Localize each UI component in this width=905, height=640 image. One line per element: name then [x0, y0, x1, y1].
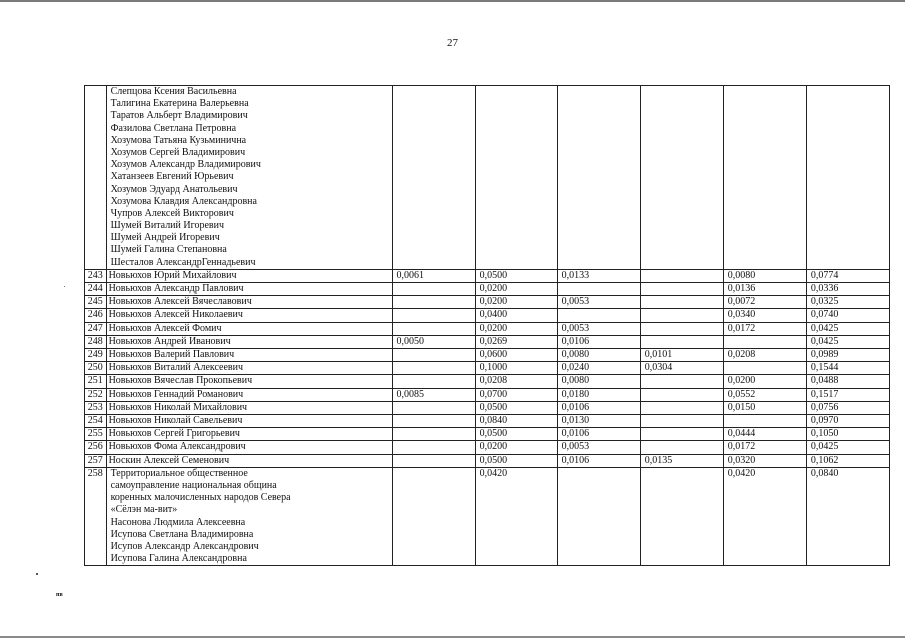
value-cell: 0,0425 [806, 322, 889, 335]
value-cell: 0,0136 [723, 283, 806, 296]
value-cell: 0,0053 [557, 322, 640, 335]
value-cell: 0,0840 [806, 467, 889, 566]
person-name: Хозумов Эдуард Анатольевич [110, 183, 238, 195]
value-cell [640, 335, 723, 348]
name-cell: Новьюхов Алексей Николаевич [106, 309, 392, 322]
value-cell: 0,0080 [723, 269, 806, 282]
value-cell [557, 86, 640, 270]
person-name: Шесталов АлександрГеннадьевич [110, 256, 256, 268]
value-cell [640, 269, 723, 282]
value-cell [557, 283, 640, 296]
row-number-cell: 246 [85, 309, 107, 322]
table-row [85, 428, 890, 441]
person-name: Шумей Галина Степановна [110, 244, 227, 256]
value-cell: 0,0080 [557, 375, 640, 388]
value-cell [475, 86, 557, 270]
value-cell: 0,1062 [806, 454, 889, 467]
value-cell: 0,0172 [723, 322, 806, 335]
table-row [85, 269, 890, 282]
row-number-cell: 256 [85, 441, 107, 454]
value-cell [723, 335, 806, 348]
value-cell: 0,0150 [723, 401, 806, 414]
value-cell: 0,0552 [723, 388, 806, 401]
value-cell [392, 415, 475, 428]
person-name: Фазилова Светлана Петровна [110, 122, 237, 134]
value-cell: 0,1000 [475, 362, 557, 375]
name-cell: Новьюхов Фома Александрович [106, 441, 392, 454]
table-row [85, 322, 890, 335]
corner-mark: пв [56, 592, 63, 598]
person-name: Шумей Андрей Игоревич [110, 232, 220, 244]
name-cell: Новьюхов Сергей Григорьевич [106, 428, 392, 441]
table-row [85, 454, 890, 467]
value-cell [723, 362, 806, 375]
organization-line: Территориальное общественное [110, 467, 248, 479]
row-number-cell: 245 [85, 296, 107, 309]
value-cell [392, 428, 475, 441]
value-cell [392, 309, 475, 322]
name-cell: Новьюхов Николай Михайлович [106, 401, 392, 414]
value-cell: 0,0425 [806, 335, 889, 348]
value-cell [392, 86, 475, 270]
name-cell: Новьюхов Николай Савельевич [106, 415, 392, 428]
value-cell: 0,0269 [475, 335, 557, 348]
row-number-cell: 250 [85, 362, 107, 375]
value-cell [640, 309, 723, 322]
value-cell [723, 415, 806, 428]
value-cell: 0,0106 [557, 428, 640, 441]
value-cell: 0,0200 [475, 322, 557, 335]
value-cell: 0,0304 [640, 362, 723, 375]
table-row [85, 388, 890, 401]
row-number-cell: 249 [85, 349, 107, 362]
table-row [85, 441, 890, 454]
scan-speck [64, 286, 65, 287]
name-cell: Новьюхов Вячеслав Прокопьевич [106, 375, 392, 388]
value-cell [640, 428, 723, 441]
name-cell: Новьюхов Юрий Михайлович [106, 269, 392, 282]
shares-table [84, 85, 890, 566]
row-number-cell: 248 [85, 335, 107, 348]
person-name: Хозумова Клавдия Александровна [110, 195, 257, 207]
value-cell: 0,0208 [475, 375, 557, 388]
value-cell [392, 401, 475, 414]
value-cell: 0,0740 [806, 309, 889, 322]
organization-line: Исупова Галина Александровна [110, 553, 247, 565]
person-name: Таратов Альберт Владимирович [110, 110, 248, 122]
table-row [85, 415, 890, 428]
value-cell [640, 86, 723, 270]
value-cell: 0,0500 [475, 454, 557, 467]
row-number-cell: 257 [85, 454, 107, 467]
names-cell [106, 467, 392, 566]
value-cell: 0,0240 [557, 362, 640, 375]
table-row [85, 283, 890, 296]
row-number-cell: 251 [85, 375, 107, 388]
value-cell: 0,0135 [640, 454, 723, 467]
value-cell: 0,0989 [806, 349, 889, 362]
table-row [85, 401, 890, 414]
value-cell [392, 467, 475, 566]
value-cell: 0,0172 [723, 441, 806, 454]
value-cell: 0,0500 [475, 401, 557, 414]
name-cell: Новьюхов Андрей Иванович [106, 335, 392, 348]
value-cell: 0,0050 [392, 335, 475, 348]
value-cell: 0,0320 [723, 454, 806, 467]
value-cell: 0,0600 [475, 349, 557, 362]
value-cell: 0,0208 [723, 349, 806, 362]
table-row [85, 362, 890, 375]
value-cell [392, 322, 475, 335]
value-cell: 0,0130 [557, 415, 640, 428]
value-cell: 0,0774 [806, 269, 889, 282]
value-cell [557, 467, 640, 566]
value-cell: 0,0101 [640, 349, 723, 362]
table-row [85, 349, 890, 362]
organization-line: «Сёлэн ма-вит» [110, 504, 178, 516]
scan-edge-bottom [0, 636, 905, 638]
value-cell: 0,0106 [557, 454, 640, 467]
value-cell: 0,1050 [806, 428, 889, 441]
page-number: 27 [447, 37, 458, 49]
row-number-cell: 254 [85, 415, 107, 428]
person-name: Талигина Екатерина Валерьевна [110, 98, 249, 110]
value-cell [640, 401, 723, 414]
value-cell: 0,0133 [557, 269, 640, 282]
row-number-cell: 258 [85, 467, 107, 566]
value-cell: 0,0180 [557, 388, 640, 401]
name-cell: Носкин Алексей Семенович [106, 454, 392, 467]
person-name: Хозумов Александр Владимирович [110, 159, 261, 171]
organization-line: Насонова Людмила Алексеевна [110, 516, 246, 528]
value-cell: 0,0072 [723, 296, 806, 309]
organization-line: Исупов Александр Александрович [110, 540, 259, 552]
value-cell [723, 86, 806, 270]
value-cell: 0,0200 [475, 283, 557, 296]
value-cell [806, 86, 889, 270]
value-cell: 0,0085 [392, 388, 475, 401]
organization-line: самоуправление национальная община [110, 480, 277, 492]
value-cell: 0,0425 [806, 441, 889, 454]
person-name: Шумей Виталий Игоревич [110, 220, 225, 232]
table-row [85, 309, 890, 322]
row-number-cell [85, 86, 107, 270]
person-name: Слепцова Ксения Васильевна [110, 86, 237, 97]
table-body [85, 86, 890, 566]
names-cell [106, 86, 392, 270]
value-cell: 0,0080 [557, 349, 640, 362]
name-cell: Новьюхов Геннадий Романович [106, 388, 392, 401]
value-cell: 0,0500 [475, 269, 557, 282]
value-cell: 0,0200 [723, 375, 806, 388]
scan-edge-top [0, 0, 905, 2]
table-row [85, 335, 890, 348]
value-cell [640, 375, 723, 388]
value-cell [392, 283, 475, 296]
value-cell [640, 322, 723, 335]
person-name: Хозумов Сергей Владимирович [110, 146, 246, 158]
organization-line: Исупова Светлана Владимировна [110, 528, 254, 540]
value-cell [640, 415, 723, 428]
value-cell: 0,0420 [723, 467, 806, 566]
name-cell: Новьюхов Александр Павлович [106, 283, 392, 296]
value-cell: 0,0061 [392, 269, 475, 282]
table-row [85, 296, 890, 309]
value-cell: 0,0336 [806, 283, 889, 296]
value-cell: 0,0400 [475, 309, 557, 322]
value-cell [640, 296, 723, 309]
value-cell [392, 454, 475, 467]
row-number-cell: 253 [85, 401, 107, 414]
row-number-cell: 247 [85, 322, 107, 335]
name-cell: Новьюхов Виталий Алексеевич [106, 362, 392, 375]
value-cell: 0,0106 [557, 335, 640, 348]
name-cell: Новьюхов Алексей Фомич [106, 322, 392, 335]
value-cell [392, 296, 475, 309]
scan-speck [36, 573, 38, 575]
value-cell: 0,0053 [557, 441, 640, 454]
value-cell [640, 283, 723, 296]
value-cell: 0,0053 [557, 296, 640, 309]
value-cell: 0,0444 [723, 428, 806, 441]
row-number-cell: 243 [85, 269, 107, 282]
value-cell: 0,0200 [475, 441, 557, 454]
person-name: Хатанзеев Евгений Юрьевич [110, 171, 234, 183]
value-cell: 0,1517 [806, 388, 889, 401]
value-cell: 0,0340 [723, 309, 806, 322]
value-cell [392, 349, 475, 362]
row-number-cell: 255 [85, 428, 107, 441]
value-cell: 0,0700 [475, 388, 557, 401]
organization-line: коренных малочисленных народов Севера [110, 492, 291, 504]
person-name: Чупров Алексей Викторович [110, 207, 234, 219]
value-cell: 0,0488 [806, 375, 889, 388]
name-cell: Новьюхов Валерий Павлович [106, 349, 392, 362]
value-cell: 0,0420 [475, 467, 557, 566]
value-cell [640, 467, 723, 566]
value-cell: 0,0325 [806, 296, 889, 309]
table-row-organization [85, 467, 890, 566]
value-cell: 0,0200 [475, 296, 557, 309]
value-cell: 0,1544 [806, 362, 889, 375]
value-cell: 0,0970 [806, 415, 889, 428]
table-row-continued [85, 86, 890, 270]
row-number-cell: 244 [85, 283, 107, 296]
value-cell: 0,0106 [557, 401, 640, 414]
value-cell [640, 441, 723, 454]
table-row [85, 375, 890, 388]
value-cell [640, 388, 723, 401]
value-cell: 0,0756 [806, 401, 889, 414]
name-cell: Новьюхов Алексей Вячеславович [106, 296, 392, 309]
value-cell [392, 441, 475, 454]
row-number-cell: 252 [85, 388, 107, 401]
value-cell [392, 375, 475, 388]
value-cell: 0,0500 [475, 428, 557, 441]
person-name: Хозумова Татьяна Кузьминична [110, 134, 247, 146]
value-cell: 0,0840 [475, 415, 557, 428]
value-cell [392, 362, 475, 375]
value-cell [557, 309, 640, 322]
